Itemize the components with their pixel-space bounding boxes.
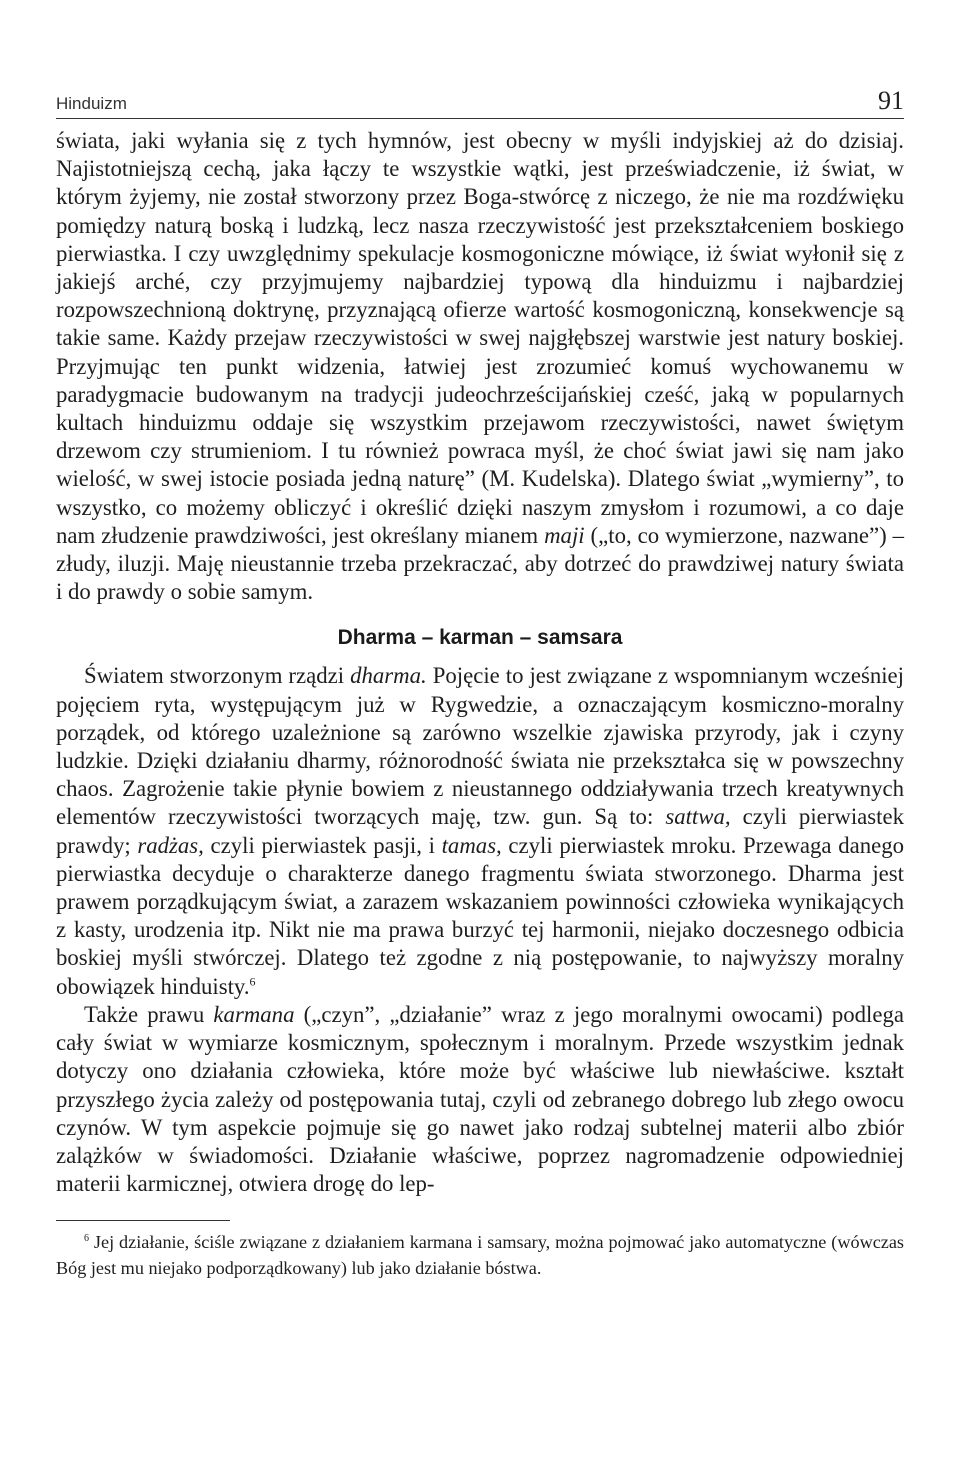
page-number: 91	[878, 86, 904, 115]
page-header	[56, 88, 904, 119]
footnote-reference[interactable]: 6	[249, 974, 256, 989]
term-tamas: tamas,	[441, 832, 502, 858]
paragraph-3: Także prawu karmana („czyn”, „działanie” wraz z jego moralnymi owocami) podlega cały świat w wymiarze kosmicznym, społecznym i moralnym. Przede wszystkim jednak dotyczy ono działania człowieka, które może być właściwe lub niewłaściwe. kształt przyszłego życia zależy od postępowania tutaj, czyli od zebranego dobrego lub złego owocu czynów. W tym aspekcie pojmuje się go nawet jako rodzaj subtelnej materii albo zbiór zalążków w świadomości. Działanie właściwe, poprzez nagromadzenie odpowiedniej materii karmicznej, otwiera drogę do lep-	[56, 1001, 904, 1197]
term-sattwa: sattwa,	[665, 804, 731, 830]
term-maji: maji	[544, 522, 585, 548]
footnote	[56, 1229, 904, 1281]
footnote-number: 6	[84, 1233, 89, 1245]
footnote-text: Jej działanie, ściśle związane z działaniem karmana i samsary, można pojmować jako automatyczne (wówczas Bóg jest mu niejako podporządkowany) lub jako działanie bóstwa.	[56, 1232, 904, 1279]
term-karmana: karmana	[213, 1001, 295, 1027]
footnote-divider	[56, 1220, 230, 1221]
paragraph-1: świata, jaki wyłania się z tych hymnów, jest obecny w myśli indyjskiej aż do dzisiaj. Najistotniejszą cechą, jaka łączy te wszystkie wątki, jest przeświadczenie, iż świat, w którym żyjemy, nie został stworzony przez Boga-stwórcę z niczego, że nie ma rozdźwięku pomiędzy naturą boską i ludzką, lecz nasza rzeczywistość jest przekształceniem boskiego pierwiastka. I czy uwzględnimy spekulacje kosmogoniczne mówiące, iż świat wyłonił się z jakiejś arché, czy przyjmujemy najbardziej typową dla hinduizmu i najbardziej rozpowszechnioną doktrynę, przyznającą ofierze wartość kosmogoniczną, konsekwencje są takie same. Każdy przejaw rzeczywistości w swej najgłębszej warstwie jest natury boskiej. Przyjmując ten punkt widzenia, łatwiej jest zrozumieć komuś wychowanemu w paradygmacie budowanym na tradycji judeochrześcijańskiej cześć, jaką w popularnych kultach hinduizmu oddaje się wszystkim przejawom rzeczywistości, nawet świętym drzewom czy strumieniom. I tu również powraca myśl, że choć świat jawi się nam jako wielość, w swej istocie posiada jedną naturę” (M. Kudelska). Dlatego świat „wymierny”, to wszystko, co możemy obliczyć i określić dzięki naszym zmysłom i rozumowi, a co daje nam złudzenie prawdziwości, jest określany mianem maji („to, co wymierzone, nazwane”) – złudy, iluzji. Maję nieustannie trzeba przekraczać, aby dotrzeć do prawdziwej natury świata i do prawdy o sobie samym.	[56, 128, 905, 605]
term-radzas: radżas,	[137, 832, 204, 858]
body-text	[56, 127, 904, 1198]
running-title: Hinduizm	[56, 94, 127, 113]
book-page	[56, 88, 904, 1281]
term-dharma: dharma.	[350, 663, 427, 689]
paragraph-2: Światem stworzonym rządzi dharma. Pojęcie to jest związane z wspomnianym wcześniej pojęciem ryta, występującym już w Rygwedzie, a oznaczającym kosmiczno-moralny porządek, od którego uzależnione są zarówno wszelkie zjawiska przyrody, jak i czyny ludzkie. Dzięki działaniu dharmy, różnorodność świata nie przekształca się w powszechny chaos. Zagrożenie takie płynie bowiem z nieustannego oddziaływania trzech kreatywnych elementów rzeczywistości tworzących maję, tzw. gun. Są to: sattwa, czyli pierwiastek prawdy; radżas, czyli pierwiastek pasji, i tamas, czyli pierwiastek mroku. Przewaga danego pierwiastka decyduje o charakterze danego fragmentu świata stworzonego. Dharma jest prawem porządkującym świat, a zarazem wskazaniem powinności człowieka wynikających z kasty, urodzenia itp. Nikt nie ma prawa burzyć tej harmonii, niejako doczesnego odbicia boskiej myśli stwórczej. Dlatego też zgodne z nią postępowanie, to najwyższy moralny obowiązek hinduisty.$^6$	[56, 663, 905, 999]
section-title: Dharma – karman – samsara	[337, 626, 623, 650]
